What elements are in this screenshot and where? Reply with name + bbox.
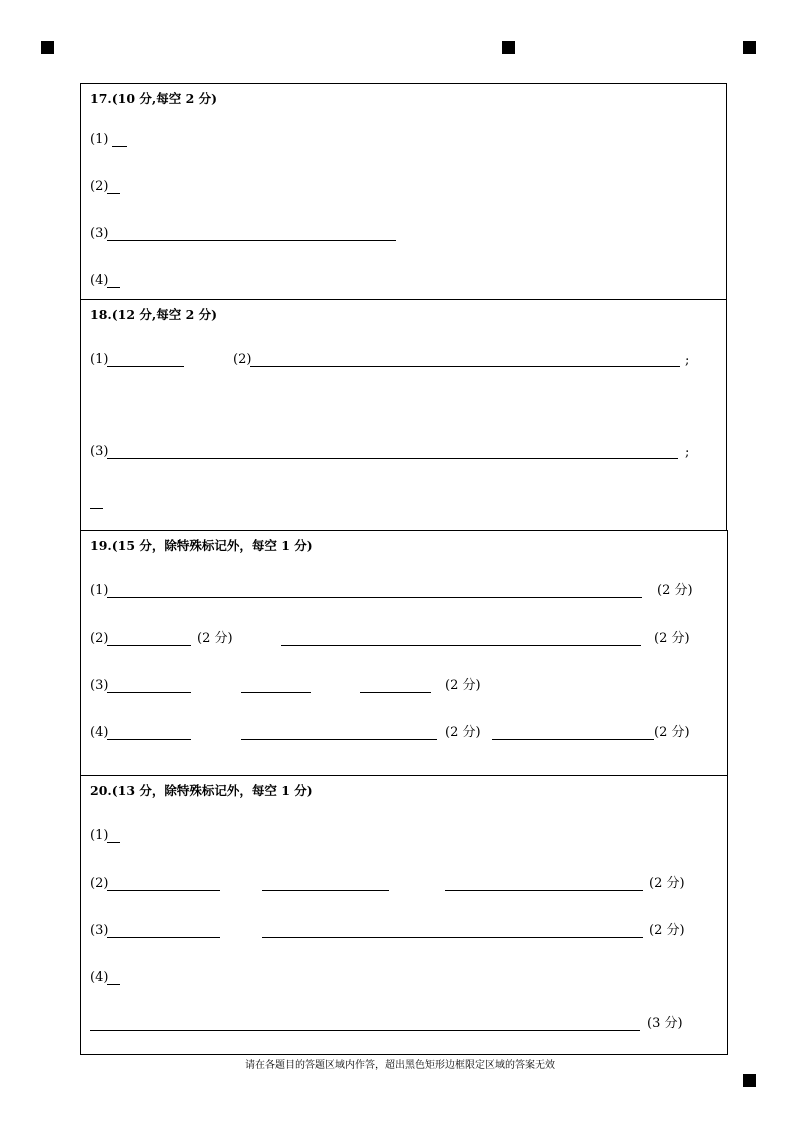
- answer-line[interactable]: [107, 645, 191, 646]
- blank-label: (2): [90, 179, 109, 194]
- blank-label: (1): [90, 132, 109, 147]
- answer-line[interactable]: [107, 240, 396, 241]
- alignment-marker-top-right: [743, 41, 756, 54]
- blank-label: (2): [90, 631, 109, 646]
- answer-box-20: [80, 775, 728, 1055]
- alignment-marker-bottom-right: [743, 1074, 756, 1087]
- answer-line[interactable]: [250, 366, 680, 367]
- score-note: (2 分): [649, 876, 685, 891]
- answer-line[interactable]: [107, 842, 120, 843]
- answer-line[interactable]: [107, 458, 678, 459]
- blank-label: (4): [90, 273, 109, 288]
- score-note: (2 分): [654, 725, 690, 740]
- answer-line[interactable]: [112, 146, 127, 147]
- blank-label: (3): [90, 678, 109, 693]
- answer-line[interactable]: [107, 366, 184, 367]
- blank-label: (4): [90, 970, 109, 985]
- answer-line[interactable]: [241, 692, 311, 693]
- footer-instruction: 请在各题目的答题区域内作答，超出黑色矩形边框限定区域的答案无效: [245, 1060, 555, 1071]
- question-title: 18.(12 分,每空 2 分): [90, 307, 218, 322]
- blank-label: (2): [90, 876, 109, 891]
- semicolon: ;: [685, 445, 690, 460]
- answer-line[interactable]: [107, 937, 220, 938]
- question-title: 17.(10 分,每空 2 分): [90, 91, 218, 106]
- blank-label: (1): [90, 828, 109, 843]
- answer-line[interactable]: [107, 739, 191, 740]
- blank-label: (3): [90, 444, 109, 459]
- score-note: (2 分): [657, 583, 693, 598]
- score-note: (2 分): [197, 631, 233, 646]
- score-note: (2 分): [654, 631, 690, 646]
- blank-label: (3): [90, 226, 109, 241]
- blank-label: (3): [90, 923, 109, 938]
- blank-label: (2): [233, 352, 252, 367]
- answer-line[interactable]: [107, 193, 120, 194]
- answer-line[interactable]: [262, 937, 643, 938]
- answer-line[interactable]: [241, 739, 437, 740]
- answer-line[interactable]: [107, 890, 220, 891]
- score-note: (2 分): [445, 678, 481, 693]
- blank-label: (1): [90, 352, 109, 367]
- alignment-marker-top-center: [502, 41, 515, 54]
- answer-line[interactable]: [107, 287, 120, 288]
- answer-line[interactable]: [262, 890, 389, 891]
- semicolon: ;: [685, 353, 690, 368]
- alignment-marker-top-left: [41, 41, 54, 54]
- question-title: 20.(13 分，除特殊标记外，每空 1 分): [90, 783, 313, 798]
- score-note: (3 分): [647, 1016, 683, 1031]
- answer-box-17: [80, 83, 727, 300]
- answer-box-19: [80, 530, 728, 776]
- question-title: 19.(15 分，除特殊标记外，每空 1 分): [90, 538, 313, 553]
- answer-box-18: [80, 299, 727, 531]
- answer-line[interactable]: [107, 597, 642, 598]
- answer-line[interactable]: [445, 890, 643, 891]
- answer-line[interactable]: [281, 645, 641, 646]
- answer-line[interactable]: [492, 739, 654, 740]
- blank-label: (4): [90, 725, 109, 740]
- score-note: (2 分): [445, 725, 481, 740]
- answer-line[interactable]: [360, 692, 431, 693]
- answer-line[interactable]: [107, 692, 191, 693]
- answer-line[interactable]: [90, 1030, 640, 1031]
- blank-label: (1): [90, 583, 109, 598]
- answer-line[interactable]: [107, 984, 120, 985]
- score-note: (2 分): [649, 923, 685, 938]
- answer-line[interactable]: [90, 508, 103, 509]
